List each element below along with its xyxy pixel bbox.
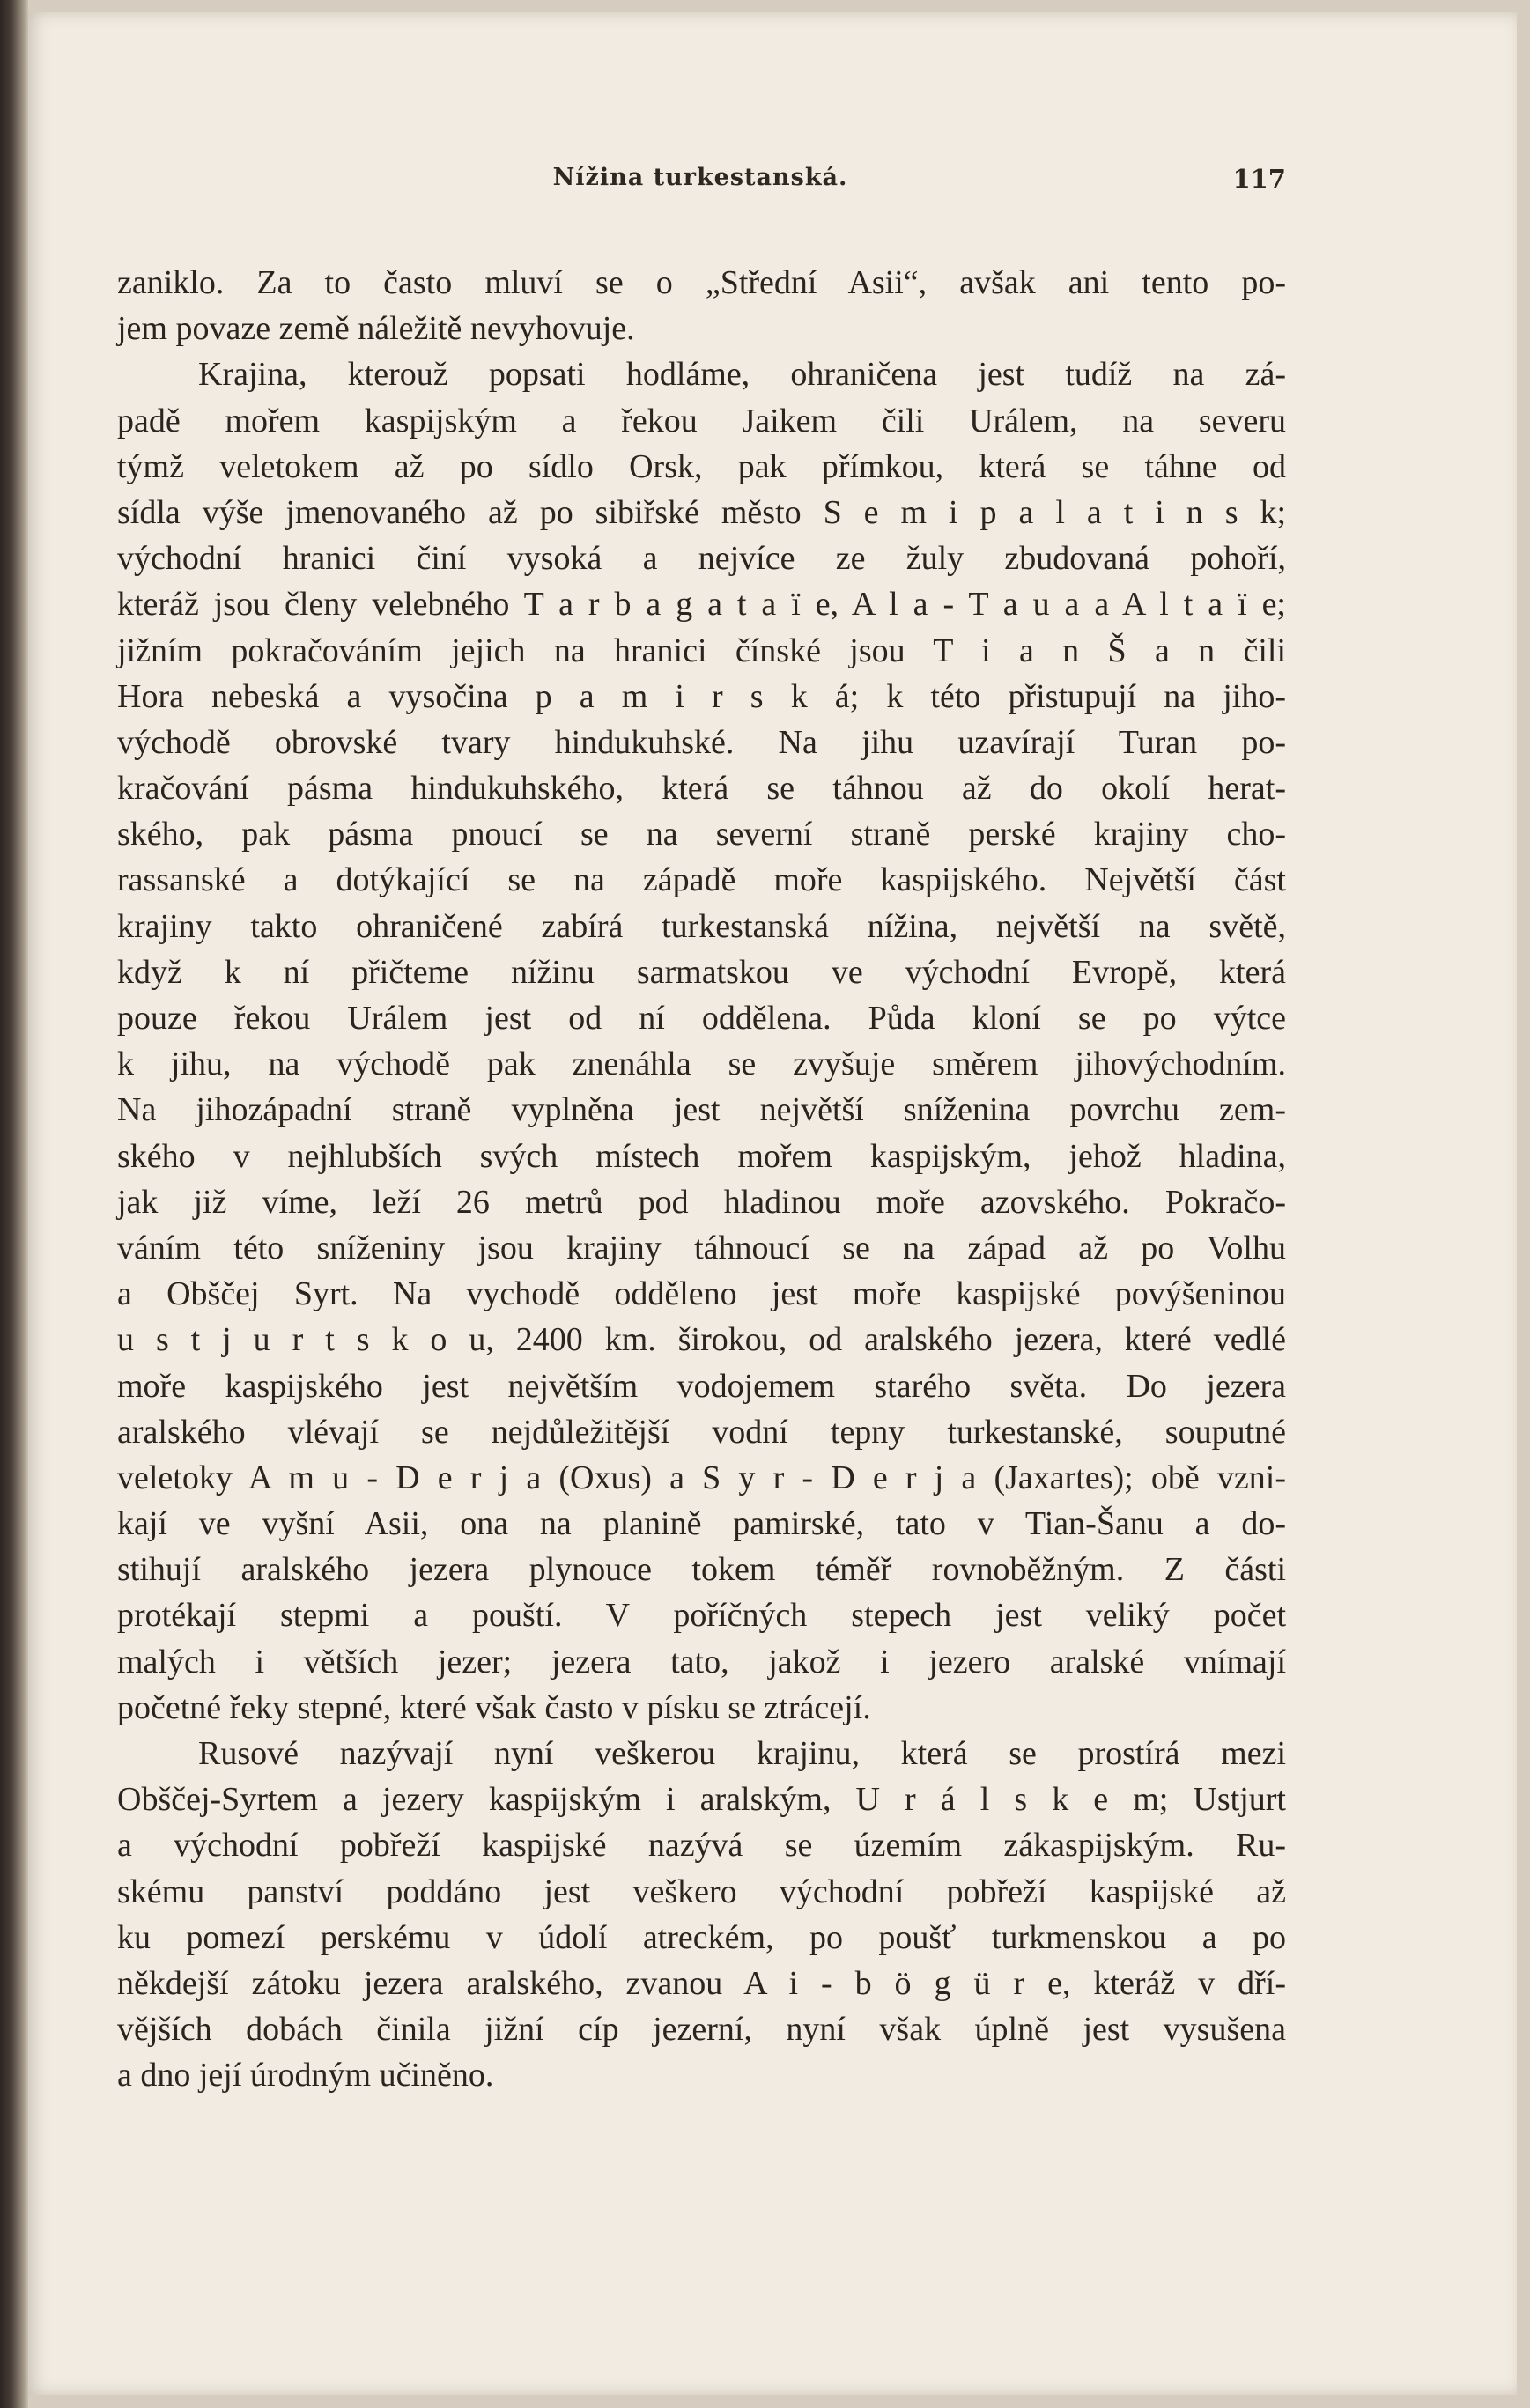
running-title: Nížina turkestanská. [552, 164, 848, 191]
page-header [115, 164, 1286, 225]
text-line: východní hranici činí vysoká a nejvíce ze žuly zbudovaná pohoří, [117, 540, 1286, 578]
text-line: ského v nejhlubších svých místech mořem kaspijským, jehož hladina, [117, 1137, 1286, 1175]
text-line: jem povaze země náležitě nevyhovuje. [117, 310, 635, 348]
text-line: Hora nebeská a vysočina p a m i r s k á; k této přistupují na jiho- [117, 677, 1286, 715]
text-line: sídla výše jmenovaného až po sibiřské město S e m i p a l a t i n s k; [117, 493, 1286, 531]
text-line: a dno její úrodným učiněno. [117, 2057, 494, 2094]
text-line: váním této sníženiny jsou krajiny táhnoucí se na západ až po Volhu [117, 1229, 1286, 1267]
text-line: východě obrovské tvary hindukuhské. Na jihu uzavírají Turan po- [117, 723, 1286, 761]
text-line: kají ve vyšní Asii, ona na planině pamirské, tato v Tian-Šanu a do- [117, 1505, 1286, 1543]
text-line: Obščej-Syrtem a jezery kaspijským i aralským, U r á l s k e m; Ustjurt [117, 1781, 1286, 1819]
text-line: aralského vlévají se nejdůležitější vodní tepny turkestanské, souputné [117, 1413, 1286, 1451]
text-line: někdejší zátoku jezera aralského, zvanou A i - b ö g ü r e, kteráž v dří- [117, 1964, 1286, 2002]
text-line: ku pomezí perskému v údolí atreckém, po poušť turkmenskou a po [117, 1918, 1286, 1956]
text-line: a Obščej Syrt. Na vychodě odděleno jest moře kaspijské povýšeninou [117, 1275, 1286, 1313]
text-line: ského, pak pásma pnoucí se na severní straně perské krajiny cho- [117, 816, 1286, 853]
text-line: pouze řekou Urálem jest od ní oddělena. Půda kloní se po výtce [117, 1000, 1286, 1037]
text-line: u s t j u r t s k o u, 2400 km. širokou, od aralského jezera, které vedlé [117, 1321, 1286, 1359]
text-line: k jihu, na východě pak znenáhla se zvyšuje směrem jihovýchodním. [117, 1045, 1286, 1083]
text-line: krajiny takto ohraničené zabírá turkestanská nížina, největší na světě, [117, 907, 1286, 945]
text-line: stihují aralského jezera plynouce tokem téměř rovnoběžným. Z části [117, 1551, 1286, 1589]
page-number: 117 [1232, 164, 1286, 194]
text-line: moře kaspijského jest největším vodojemem starého světa. Do jezera [117, 1367, 1286, 1405]
text-line: kteráž jsou členy velebného T a r b a g a t a ï e, A l a - T a u a a A l t a ï e; [117, 586, 1286, 624]
text-line: početné řeky stepné, které však často v písku se ztrácejí. [117, 1688, 871, 1726]
text-line: Rusové nazývají nyní veškerou krajinu, která se prostírá mezi [198, 1735, 1286, 1772]
text-line: veletoky A m u - D e r j a (Oxus) a S y r - D e r j a (Jaxartes); obě vzni- [117, 1459, 1286, 1496]
text-line: když k ní přičteme nížinu sarmatskou ve východní Evropě, která [117, 953, 1286, 991]
text-line: skému panství poddáno jest veškero východní pobřeží kaspijské až [117, 1872, 1286, 1910]
text-line: jižním pokračováním jejich na hranici čínské jsou T i a n Š a n čili [117, 632, 1286, 669]
text-line: týmž veletokem až po sídlo Orsk, pak přímkou, která se táhne od [117, 447, 1286, 485]
book-spine-shadow [0, 0, 28, 2408]
text-line: malých i větších jezer; jezera tato, jakož i jezero aralské vnímají [117, 1643, 1286, 1680]
text-line: Na jihozápadní straně vyplněna jest největší sníženina povrchu zem- [117, 1091, 1286, 1129]
text-line: vějších dobách činila jižní cíp jezerní, nyní však úplně jest vysušena [117, 2011, 1286, 2049]
text-line: jak již víme, leží 26 metrů pod hladinou moře azovského. Pokračo- [117, 1183, 1286, 1221]
text-line: a východní pobřeží kaspijské nazývá se územím zákaspijským. Ru- [117, 1827, 1286, 1865]
text-line: kračování pásma hindukuhského, která se táhnou až do okolí herat- [117, 770, 1286, 808]
body-text [117, 260, 1286, 2099]
text-line: zaniklo. Za to často mluví se o „Střední Asii“, avšak ani tento po- [117, 264, 1286, 301]
text-line: rassanské a dotýkající se na západě moře kaspijského. Největší část [117, 861, 1286, 899]
text-line: protékají stepmi a pouští. V poříčných stepech jest veliký počet [117, 1597, 1286, 1635]
text-line: padě mořem kaspijským a řekou Jaikem čili Urálem, na severu [117, 402, 1286, 439]
text-line: Krajina, kterouž popsati hodláme, ohraničena jest tudíž na zá- [198, 356, 1286, 394]
